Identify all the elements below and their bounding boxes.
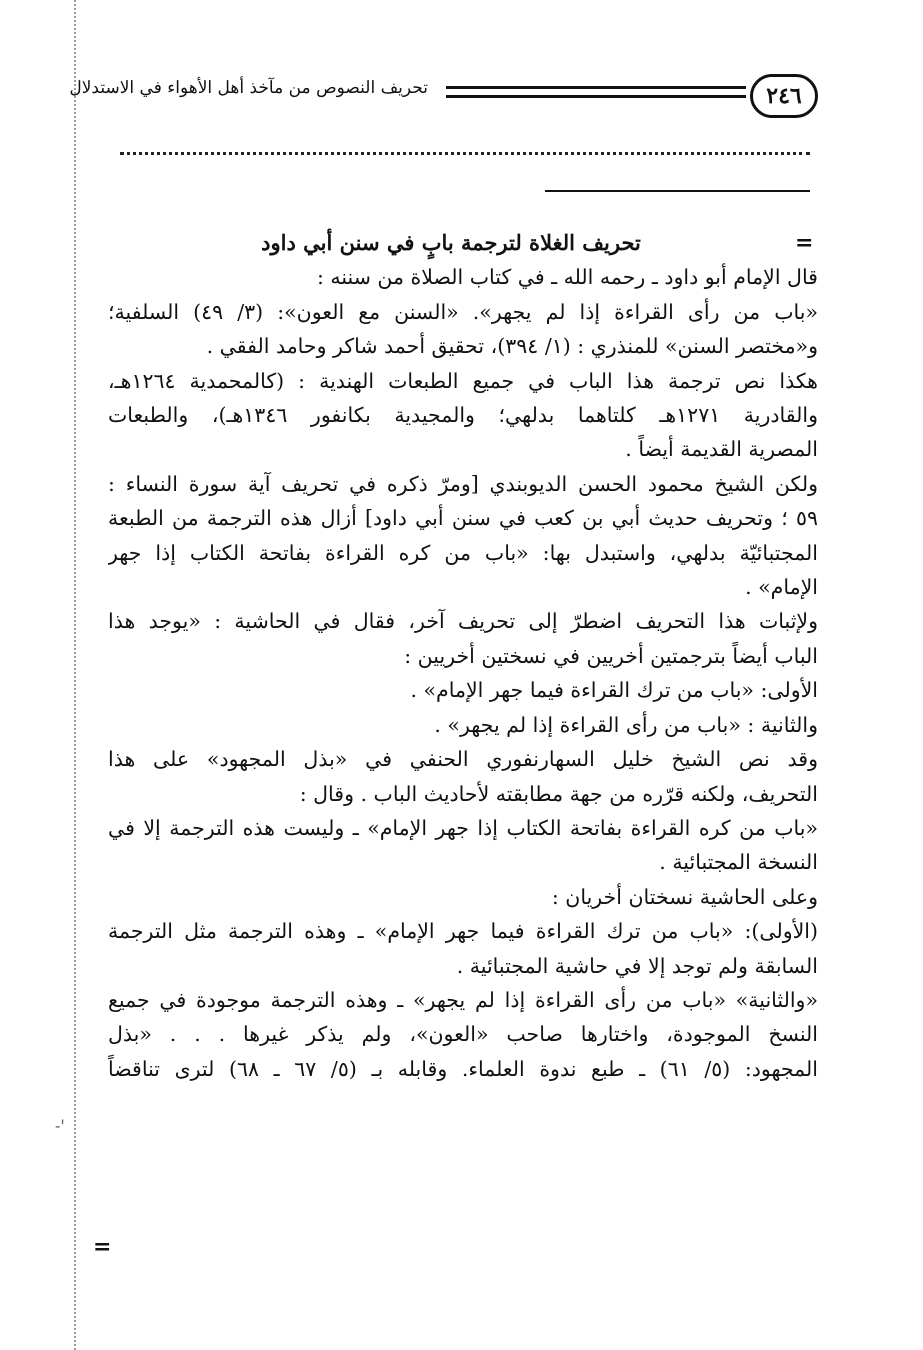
text-line: الإمام» . — [745, 575, 818, 600]
body-text — [108, 260, 818, 1086]
short-separator — [545, 190, 810, 192]
text-line: المصرية القديمة أيضاً . — [625, 437, 818, 462]
text-line: «باب من كره القراءة بفاتحة الكتاب إذا جهر الإمام» ـ وليست هذه الترجمة إلا في — [108, 815, 818, 840]
text-line: ولكن الشيخ محمود الحسن الديوبندي [ومرّ ذكره في تحريف آية سورة النساء : — [108, 471, 818, 496]
text-line: وقد نص الشيخ خليل السهارنفوري الحنفي في «بذل المجهود» على هذا — [108, 747, 818, 772]
page-number: ٢٤٦ — [750, 74, 818, 118]
text-line: النسخ الموجودة، واختارها صاحب «العون»، ولم يذكر غيرها . . . «بذل — [108, 1022, 818, 1047]
text-line: «باب من رأى القراءة إذا لم يجهر». «السنن مع العون»: (٣/ ٤٩) السلفية؛ — [108, 299, 818, 324]
margin-dotted-line — [74, 0, 76, 1350]
running-header — [69, 72, 818, 122]
dotted-separator — [120, 152, 810, 155]
text-line: (الأولى): «باب من ترك القراءة فيما جهر الإمام» ـ وهذه الترجمة مثل الترجمة — [108, 919, 818, 944]
text-line: السابقة ولم توجد إلا في حاشية المجتبائية . — [456, 953, 818, 978]
text-line: الباب أيضاً بترجمتين أخريين في نسختين أخريين : — [404, 643, 818, 668]
continuation-mark-top: = — [795, 230, 814, 256]
header-title: تحريف النصوص من مآخذ أهل الأهواء في الاستدلال — [69, 78, 428, 98]
text-line: قال الإمام أبو داود ـ رحمه الله ـ في كتاب الصلاة من سننه : — [316, 265, 818, 290]
page-body — [108, 226, 818, 1086]
text-line: والقادرية ١٢٧١هـ كلتاهما بدلهي؛ والمجيدية بكانفور ١٣٤٦هـ)، والطبعات — [108, 403, 818, 428]
section-heading: تحريف الغلاة لترجمة بابٍ في سنن أبي داود — [261, 230, 641, 255]
text-line: والثانية : «باب من رأى القراءة إذا لم يجهر» . — [434, 712, 818, 737]
text-line: المجتبائيّة بدلهي، واستبدل بها: «باب من كره القراءة بفاتحة الكتاب إذا جهر — [108, 540, 818, 565]
text-line: وعلى الحاشية نسختان أخريان : — [551, 884, 818, 909]
continuation-mark-bottom: = — [93, 1234, 112, 1260]
text-line: «والثانية» «باب من رأى القراءة إذا لم يجهر» ـ وهذه الترجمة موجودة في جميع — [108, 987, 818, 1012]
text-line: و«مختصر السنن» للمنذري : (١/ ٣٩٤)، تحقيق أحمد شاكر وحامد الفقي . — [206, 334, 818, 359]
text-line: التحريف، ولكنه قرّره من جهة مطابقته لأحاديث الباب . وقال : — [299, 781, 818, 806]
header-double-rule — [446, 86, 746, 98]
text-line: ٥٩ ؛ وتحريف حديث أبي بن كعب في سنن أبي داود] أزال هذه الترجمة من الطبعة — [108, 506, 818, 531]
text-line: الأولى: «باب من ترك القراءة فيما جهر الإمام» . — [410, 678, 818, 703]
text-line: هكذا نص ترجمة هذا الباب في جميع الطبعات الهندية : (كالمحمدية ١٢٦٤هـ، — [108, 368, 818, 393]
text-line: ولإثبات هذا التحريف اضطرّ إلى تحريف آخر، فقال في الحاشية : «يوجد هذا — [108, 609, 818, 634]
text-line: المجهود: (٥/ ٦١) ـ طبع ندوة العلماء. وقابله بـ (٥/ ٦٧ ـ ٦٨) لترى تناقضاً — [108, 1056, 818, 1081]
text-line: النسخة المجتبائية . — [659, 850, 818, 875]
margin-tick: -' — [55, 1116, 65, 1135]
